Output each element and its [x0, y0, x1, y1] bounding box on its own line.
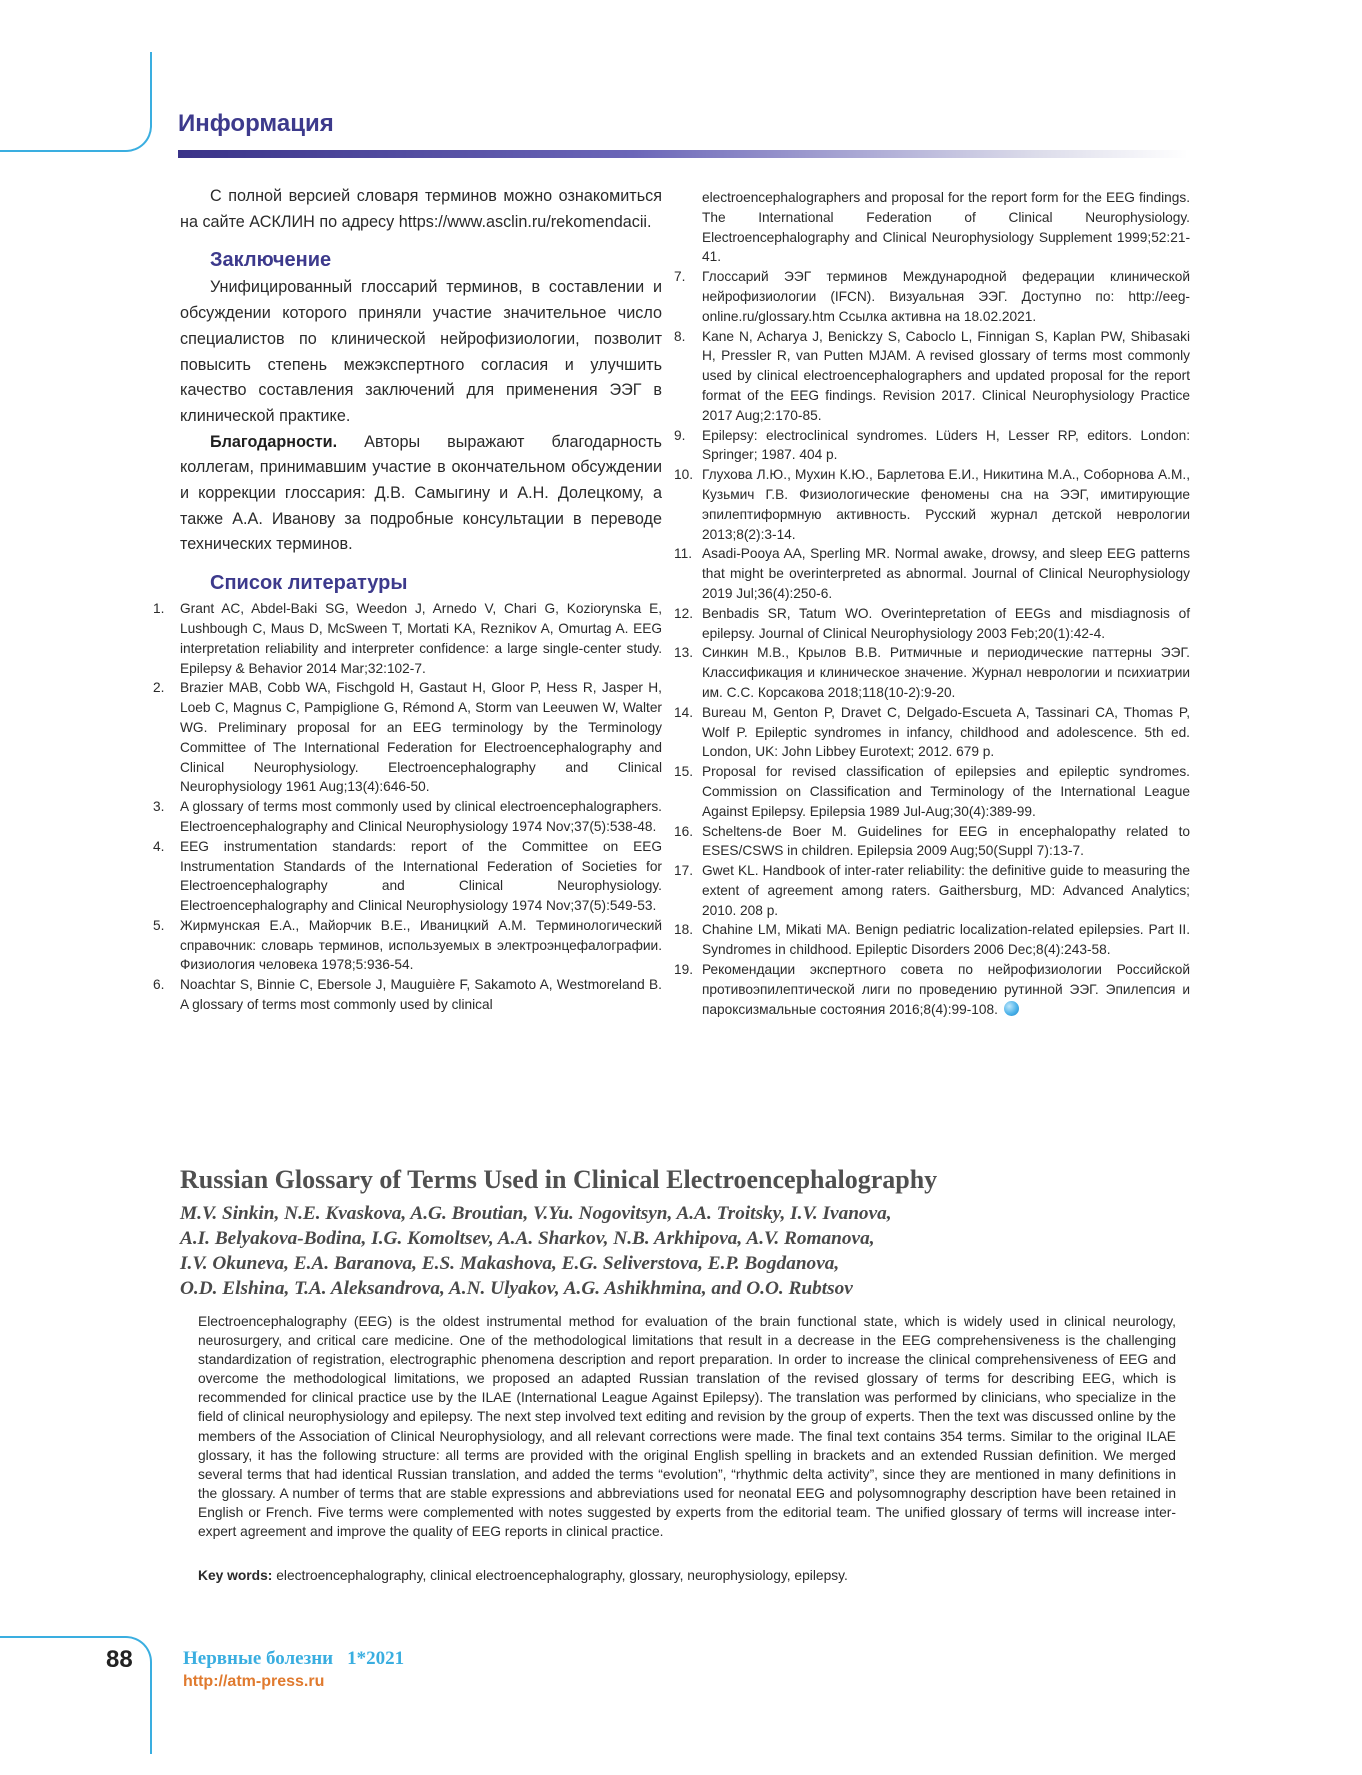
- reference-number: 6.: [153, 977, 165, 993]
- author-line: O.D. Elshina, T.A. Aleksandrova, A.N. Ulyakov, A.G. Ashikhmina, and O.O. Rubtsov: [180, 1278, 853, 1299]
- reference-text: Benbadis SR, Tatum WO. Overintepretation of EEGs and misdiagnosis of epilepsy. Journal of Clinical Neurophysiology 2003 Feb;20(1):42-4.: [702, 605, 1190, 641]
- reference-item: [674, 822, 1190, 862]
- keywords-label: Key words:: [198, 1568, 273, 1583]
- section-title: Информация: [178, 110, 334, 137]
- reference-text: electroencephalographers and proposal for the report form for the EEG findings. The International Federation of Clinical Neurophysiology. Electroencephalography and Clinical Neurophysiology Supplement 1999;52:21-41.: [702, 190, 1190, 265]
- reference-item: [153, 837, 662, 916]
- reference-item: [674, 267, 1190, 326]
- reference-item: [674, 861, 1190, 920]
- reference-text: Рекомендации экспертного совета по нейрофизиологии Российской противоэпилептической лиги по проведению рутинной ЭЭГ. Эпилепсия и пароксизмальные состояния 2016;8(4):99-108.: [702, 962, 1190, 1017]
- reference-number: 19.: [674, 962, 694, 978]
- journal-issue: 1*2021: [347, 1648, 405, 1669]
- reference-item: [674, 920, 1190, 960]
- reference-item: [674, 426, 1190, 466]
- keywords: [198, 1566, 1176, 1585]
- right-column: [674, 188, 1190, 1019]
- reference-item: [674, 544, 1190, 603]
- reference-number: 3.: [153, 799, 165, 815]
- reference-number: 4.: [153, 838, 165, 854]
- reference-text: Asadi-Pooya AA, Sperling MR. Normal awake, drowsy, and sleep EEG patterns that might be overinterpreted as abnormal. Journal of Clinical Neurophysiology 2019 Jul;36(4):250-6.: [702, 546, 1190, 601]
- conclusion-paragraph: Унифицированный глоссарий терминов, в составлении и обсуждении которого приняли участие значительное число специалистов по клинической нейрофизиологии, позволит повысить степень межэкспертного согласия и улучшить качество составления заключений для применения ЭЭГ в клинической практике.: [180, 278, 662, 425]
- intro-paragraph: С полной версией словаря терминов можно ознакомиться на сайте АСКЛИН по адресу https://www.asclin.ru/rekomendacii.: [180, 187, 662, 231]
- reference-text: Глухова Л.Ю., Мухин К.Ю., Барлетова Е.И., Никитина М.А., Соборнова А.М., Кузьмич Г.В. Физиологические феномены сна на ЭЭГ, имитирующие эпилептиформную активность. Русский журнал детской неврологии 2013;8(2):3-14.: [702, 467, 1190, 542]
- end-of-article-dot-icon: [1004, 1001, 1019, 1016]
- reference-number: 2.: [153, 680, 165, 696]
- reference-number: 15.: [674, 764, 694, 780]
- reference-item: [674, 960, 1190, 1019]
- reference-text: Epilepsy: electroclinical syndromes. Lüders H, Lesser RP, editors. London: Springer; 1987. 404 p.: [702, 427, 1190, 463]
- reference-text: Noachtar S, Binnie C, Ebersole J, Mauguière F, Sakamoto A, Westmoreland B. A glossary of terms most commonly used by clinical: [180, 977, 662, 1013]
- left-column: [153, 184, 662, 1015]
- journal-title: Нервные болезни: [183, 1648, 334, 1669]
- page-number: 88: [106, 1646, 133, 1673]
- english-authors: [180, 1201, 1000, 1301]
- reference-list-left: [153, 599, 662, 1015]
- page-frame-top: [0, 52, 152, 152]
- reference-text: Chahine LM, Mikati MA. Benign pediatric localization-related epilepsies. Part II. Syndromes in childhood. Epileptic Disorders 2006 Dec;8(4):243-58.: [702, 922, 1190, 958]
- reference-text: Синкин М.В., Крылов В.В. Ритмичные и периодические паттерны ЭЭГ. Классификация и клиническое значение. Журнал неврологии и психиатрии им. С.С. Корсакова 2018;118(10-2):9-20.: [702, 645, 1190, 700]
- reference-item: [153, 678, 662, 797]
- reference-item: [674, 327, 1190, 426]
- reference-number: 13.: [674, 645, 694, 661]
- author-line: A.I. Belyakova-Bodina, I.G. Komoltsev, A.A. Sharkov, N.B. Arkhipova, A.V. Romanova,: [180, 1228, 875, 1249]
- author-line: I.V. Okuneva, E.A. Baranova, E.S. Makashova, E.G. Seliverstova, E.P. Bogdanova,: [180, 1253, 840, 1274]
- reference-text: Жирмунская Е.А., Майорчик В.Е., Иваницкий А.М. Терминологический справочник: словарь терминов, используемых в электроэнцефалографии. Физиология человека 1978;5:936-54.: [180, 917, 662, 973]
- header-gradient-bar: [178, 150, 1188, 158]
- reference-number: 11.: [674, 546, 693, 562]
- reference-number: 10.: [674, 467, 694, 483]
- reference-text: Bureau M, Genton P, Dravet C, Delgado-Escueta A, Tassinari CA, Thomas P, Wolf P. Epileptic syndromes in infancy, childhood and adolescence. 5th ed. London, UK: John Libbey Eurotext; 2012. 679 p.: [702, 704, 1190, 760]
- reference-text: Глоссарий ЭЭГ терминов Международной федерации клинической нейрофизиологии (IFCN). Визуальная ЭЭГ. Доступно по: http://eeg-online.ru/glossary.htm Ссылка активна на 18.02.2021.: [702, 269, 1190, 324]
- reference-text: Brazier MAB, Cobb WA, Fischgold H, Gastaut H, Gloor P, Hess R, Jasper H, Loeb C, Magnus C, Pampiglione G, Rémond A, Storm van Leeuwen W, Walter WG. Preliminary proposal for an EEG terminology by the Terminology Committee of The International Federation for Electroencephalography and Clinical Neurophysiology. Electroencephalography and Clinical Neurophysiology 1961 Aug;13(4):646-50.: [180, 680, 662, 795]
- journal-name: [183, 1648, 404, 1670]
- reference-item: [674, 465, 1190, 544]
- reference-number: 1.: [153, 601, 165, 617]
- reference-item: [674, 762, 1190, 821]
- reference-number: 14.: [674, 704, 694, 720]
- reference-number: 18.: [674, 922, 694, 938]
- reference-list-right: [674, 188, 1190, 1019]
- reference-item: [153, 916, 662, 975]
- reference-number: 5.: [153, 917, 165, 933]
- reference-text: Scheltens-de Boer M. Guidelines for EEG in encephalopathy related to ESES/CSWS in children. Epilepsia 2009 Aug;50(Suppl 7):13-7.: [702, 823, 1190, 859]
- reference-item: [153, 975, 662, 1015]
- reference-item-continued: [702, 188, 1190, 267]
- references-heading: Список литературы: [210, 572, 408, 595]
- english-abstract: Electroencephalography (EEG) is the oldest instrumental method for evaluation of the brain functional state, which is widely used in clinical neurology, neurosurgery, and critical care medicine. One of the methodological limitations that result in a decrease in the EEG comprehensiveness is the challenging standardization of registration, electrographic phenomena description and report preparation. In order to increase the clinical comprehensiveness of EEG and overcome the methodological limitations, we proposed an adapted Russian translation of the revised glossary of terms for describing EEG, which is recommended for clinical practice use by the ILAE (International League Against Epilepsy). The translation was performed by clinicians, who specialize in the field of clinical neurophysiology and epilepsy. The next step involved text editing and revision by the group of experts. Then the text was discussed online by the members of the Association of Clinical Neurophysiology, and all relevant corrections were made. The final text contains 354 terms. Similar to the original ILAE glossary, it has the following structure: all terms are provided with the original English spelling in brackets and an extended Russian definition. We merged several terms that had identical Russian translation, and added the terms “evolution”, “rhythmic delta activity”, since they are mentioned in many definitions in the glossary. A number of terms that are stable expressions and abbreviations used for neonatal EEG and polysomnography description have been retained in English or French. Five terms were complemented with notes suggested by experts from the editorial team. The unified glossary of terms will increase inter-expert agreement and improve the quality of EEG reports in clinical practice.: [198, 1314, 1176, 1540]
- reference-item: [153, 797, 662, 837]
- acknowledgements-text: Авторы выражают благодарность коллегам, принимавшим участие в окончательном обсуждении и коррекции глоссария: Д.В. Самыгину и А.Н. Долецкому, а также А.А. Иванову за подробные консультации в переводе технических терминов.: [180, 432, 662, 554]
- reference-text: Gwet KL. Handbook of inter-rater reliability: the definitive guide to measuring the extent of agreement among raters. Gaithersburg, MD: Advanced Analytics; 2010. 208 p.: [702, 863, 1190, 918]
- reference-number: 7.: [674, 269, 686, 285]
- acknowledgements-paragraph: [180, 430, 662, 559]
- reference-number: 9.: [674, 427, 686, 443]
- reference-text: EEG instrumentation standards: report of the Committee on EEG Instrumentation Standards of the International Federation of Societies for Electroencephalography and Clinical Neurophysiology. Electroencephalography and Clinical Neurophysiology 1974 Nov;37(5):549-53.: [180, 838, 662, 914]
- reference-item: [674, 703, 1190, 762]
- acknowledgements-label: Благодарности.: [210, 432, 338, 451]
- reference-number: 16.: [674, 823, 694, 839]
- author-line: M.V. Sinkin, N.E. Kvaskova, A.G. Broutian, V.Yu. Nogovitsyn, A.A. Troitsky, I.V. Ivanova,: [180, 1203, 892, 1224]
- reference-number: 8.: [674, 328, 686, 344]
- reference-number: 17.: [674, 863, 694, 879]
- keywords-text: electroencephalography, clinical electroencephalography, glossary, neurophysiology, epilepsy.: [272, 1568, 848, 1583]
- reference-item: [153, 599, 662, 678]
- reference-number: 12.: [674, 605, 694, 621]
- english-title: Russian Glossary of Terms Used in Clinical Electroencephalography: [180, 1165, 938, 1194]
- reference-text: Kane N, Acharya J, Benickzy S, Caboclo L, Finnigan S, Kaplan PW, Shibasaki H, Pressler R, van Putten MJAM. A revised glossary of terms most commonly used by clinical electroencephalographers and updated proposal for the report format of the EEG findings. Revision 2017. Clinical Neurophysiology Practice 2017 Aug;2:170-85.: [702, 328, 1190, 423]
- reference-text: Proposal for revised classification of epilepsies and epileptic syndromes. Commission on Classification and Terminology of the International League Against Epilepsy. Epilepsia 1989 Jul-Aug;30(4):389-99.: [702, 764, 1190, 819]
- reference-item: [674, 604, 1190, 644]
- reference-item: [674, 643, 1190, 702]
- conclusion-heading: Заключение: [210, 249, 332, 272]
- reference-text: Grant AC, Abdel-Baki SG, Weedon J, Arnedo V, Chari G, Koziorynska E, Lushbough C, Maus D, McSween T, Mortati KA, Reznikov A, Omurtag A. EEG interpretation reliability and interpreter confidence: a large single-center study. Epilepsy & Behavior 2014 Mar;32:102-7.: [180, 601, 662, 676]
- journal-url-link[interactable]: http://atm-press.ru: [183, 1673, 325, 1690]
- reference-text: A glossary of terms most commonly used by clinical electroencephalographers. Electroencephalography and Clinical Neurophysiology 1974 Nov;37(5):538-48.: [180, 799, 662, 834]
